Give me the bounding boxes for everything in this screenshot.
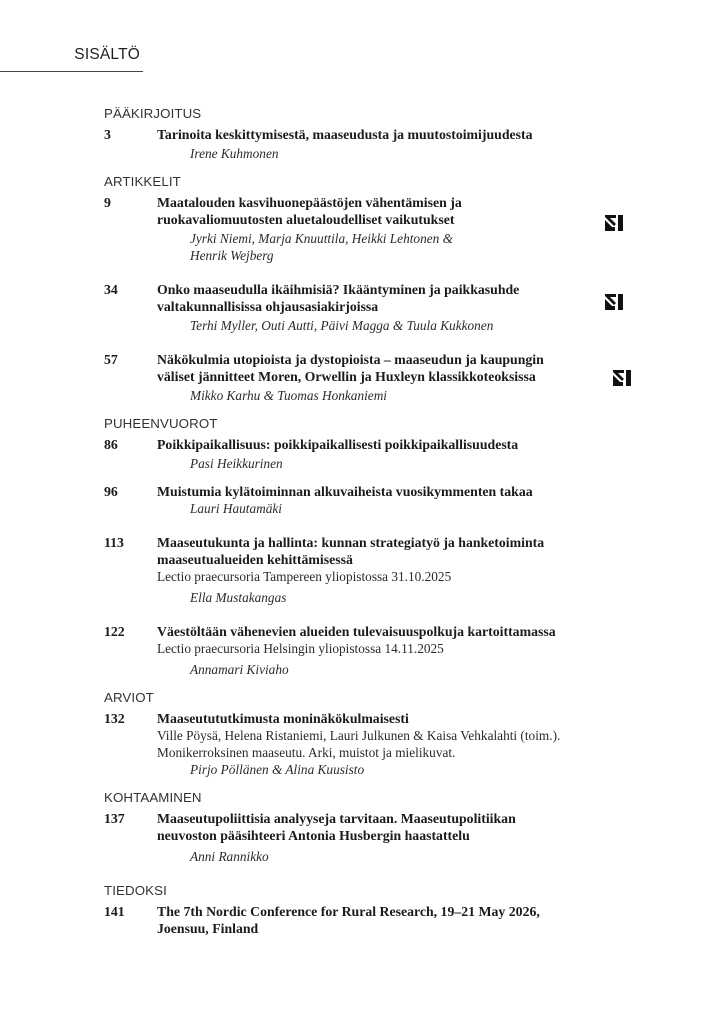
entry-title[interactable]: Poikkipaikallisuus: poikkipaikallisesti poikkipaikallisuudesta [157,437,519,452]
entry-title[interactable]: Maaseutututkimusta moninäkökulmaisesti [157,711,409,726]
entry-author-line: Henrik Wejberg [190,248,274,263]
open-access-arrow-icon[interactable] [612,368,632,388]
entry-author: Anni Rannikko [190,849,269,864]
entry-author: Ella Mustakangas [190,590,287,605]
page-number: 113 [104,535,124,550]
page-number: 137 [104,811,125,826]
entry-title-line: The 7th Nordic Conference for Rural Research, 19–21 May 2026, [157,904,540,919]
entry-title[interactable]: Tarinoita keskittymisestä, maaseudusta ja muutostoimijuudesta [157,127,533,142]
page-header [0,46,143,72]
entry-title-line: maaseutualueiden kehittämisessä [157,552,353,567]
section-label: KOHTAAMINEN [104,790,202,805]
page-number: 132 [104,711,125,726]
toc-entry[interactable] [104,903,624,937]
entry-title-line: Maaseutukunta ja hallinta: kunnan strategiatyö ja hanketoiminta [157,535,545,550]
toc-entry[interactable] [104,351,624,404]
open-access-arrow-icon[interactable] [604,213,624,233]
entry-title[interactable] [157,903,624,937]
entry-title-line: Joensuu, Finland [157,921,259,936]
entry-title-line: ruokavaliomuutosten aluetaloudelliset vaikutukset [157,212,455,227]
entry-author: Mikko Karhu & Tuomas Honkaniemi [190,388,387,403]
section-paakirjoitus [104,106,624,162]
page-number: 3 [104,127,111,142]
entry-subtitle: Lectio praecursoria Helsingin yliopistossa 14.11.2025 [157,641,444,656]
page-number: 141 [104,904,125,919]
page-number: 57 [104,352,118,367]
entry-author: Lauri Hautamäki [190,501,282,516]
entry-title[interactable]: Muistumia kylätoiminnan alkuvaiheista vuosikymmenten takaa [157,484,533,499]
toc-entry[interactable] [104,126,624,162]
toc-entry[interactable] [104,623,624,678]
entry-title-line: Onko maaseudulla ikäihmisiä? Ikääntyminen ja paikkasuhde [157,282,520,297]
section-arviot [104,690,624,778]
toc-entry[interactable] [104,810,624,865]
toc-entry[interactable] [104,436,624,472]
entry-author-line: Jyrki Niemi, Marja Knuuttila, Heikki Lehtonen & [190,231,453,246]
header-rule [0,71,143,72]
entry-title-line: neuvoston pääsihteeri Antonia Husbergin haastattelu [157,828,470,843]
entry-title[interactable] [157,194,624,228]
section-kohtaaminen [104,790,624,865]
section-label: TIEDOKSI [104,883,167,898]
toc-entry[interactable] [104,710,624,778]
page-number: 86 [104,437,118,452]
section-puheenvuorot [104,416,624,678]
entry-title[interactable] [157,534,624,568]
entry-author: Terhi Myller, Outi Autti, Päivi Magga & Tuula Kukkonen [190,318,494,333]
entry-title-line: valtakunnallisissa ohjausasiakirjoissa [157,299,379,314]
entry-subtitle-line: Ville Pöysä, Helena Ristaniemi, Lauri Julkunen & Kaisa Vehkalahti (toim.). [157,728,561,743]
entry-title[interactable] [157,351,624,385]
page-number: 96 [104,484,118,499]
open-access-arrow-icon[interactable] [604,292,624,312]
entry-subtitle-line: Monikerroksinen maaseutu. Arki, muistot ja mielikuvat. [157,745,456,760]
toc-entry[interactable] [104,281,624,334]
section-label: ARVIOT [104,690,154,705]
entry-author: Pasi Heikkurinen [190,456,283,471]
page-title: SISÄLTÖ [74,46,140,63]
page-number: 122 [104,624,125,639]
entry-title-line: Maaseutupoliittisia analyyseja tarvitaan. Maaseutupolitiikan [157,811,516,826]
entry-author: Annamari Kiviaho [190,662,289,677]
toc-entry[interactable] [104,483,624,517]
entry-author: Irene Kuhmonen [190,146,279,161]
entry-subtitle [157,727,624,761]
section-tiedoksi [104,883,624,937]
entry-subtitle: Lectio praecursoria Tampereen yliopistossa 31.10.2025 [157,569,452,584]
page-number: 9 [104,195,111,210]
section-label: PÄÄKIRJOITUS [104,106,202,121]
section-artikkelit [104,174,624,404]
toc-entry[interactable] [104,534,624,606]
entry-author [157,230,624,264]
entry-title-line: väliset jännitteet Moren, Orwellin ja Huxleyn klassikkoteoksissa [157,369,536,384]
page-number: 34 [104,282,118,297]
entry-title[interactable]: Väestöltään vähenevien alueiden tulevaisuuspolkuja kartoittamassa [157,624,556,639]
entry-title-line: Näkökulmia utopioista ja dystopioista – maaseudun ja kaupungin [157,352,544,367]
entry-title[interactable] [157,281,624,315]
toc-entry[interactable] [104,194,624,264]
entry-title-line: Maatalouden kasvihuonepäästöjen vähentämisen ja [157,195,462,210]
section-label: PUHEENVUOROT [104,416,218,431]
entry-author: Pirjo Pöllänen & Alina Kuusisto [190,762,365,777]
section-label: ARTIKKELIT [104,174,181,189]
entry-title[interactable] [157,810,624,844]
table-of-contents [104,106,624,949]
